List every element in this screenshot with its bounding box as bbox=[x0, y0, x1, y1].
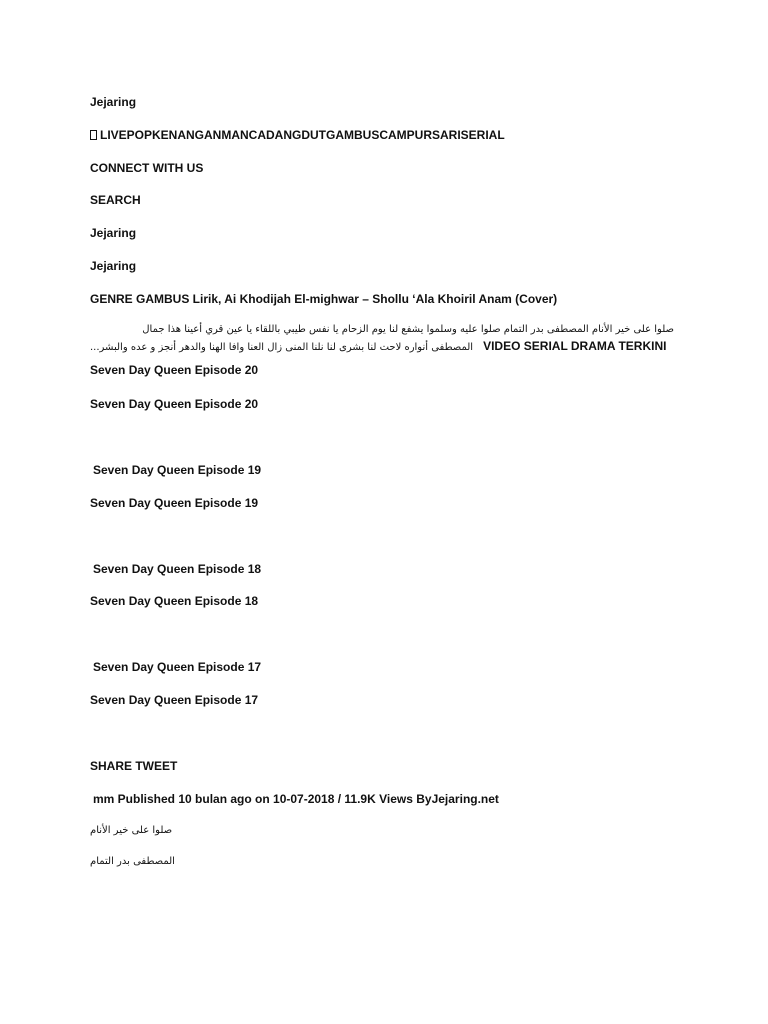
site-name[interactable]: Jejaring bbox=[90, 95, 137, 109]
connect-heading: CONNECT WITH US bbox=[90, 161, 204, 175]
video-link[interactable]: Seven Day Queen Episode 19 bbox=[90, 496, 259, 510]
article-excerpt bbox=[90, 322, 674, 356]
video-link[interactable]: Seven Day Queen Episode 20 bbox=[90, 363, 259, 377]
site-name-secondary[interactable]: Jejaring bbox=[90, 226, 137, 240]
video-link[interactable]: Seven Day Queen Episode 19 bbox=[93, 463, 262, 477]
video-link[interactable]: Seven Day Queen Episode 17 bbox=[90, 693, 259, 707]
arabic-excerpt-line-2: المصطفى أنواره لاحت لنا بشرى لنا نلنا المنى زال العنا وافا الهنا والدهر أنجز و عده والبشر... bbox=[90, 342, 474, 353]
video-link[interactable]: Seven Day Queen Episode 18 bbox=[93, 562, 262, 576]
search-label[interactable]: SEARCH bbox=[90, 193, 141, 207]
nav-menu[interactable] bbox=[90, 127, 505, 143]
article-title[interactable]: GENRE GAMBUS Lirik, Ai Khodijah El-mighwar – Shollu ‘Ala Khoiril Anam (Cover) bbox=[90, 292, 558, 306]
post-meta: mm Published 10 bulan ago on 10-07-2018 / 11.9K Views ByJejaring.net bbox=[93, 792, 499, 806]
video-link[interactable]: Seven Day Queen Episode 17 bbox=[93, 660, 262, 674]
section-label: VIDEO SERIAL DRAMA TERKINI bbox=[483, 339, 667, 353]
missing-glyph-box-icon bbox=[90, 130, 97, 140]
arabic-verse-2: المصطفى بدر التمام bbox=[90, 856, 175, 867]
arabic-excerpt-line-1: صلوا على خير الأنام المصطفى بدر التمام صلوا عليه وسلموا يشفع لنا يوم الزحام يا نفس طيبي باللقاء يا عين قري أعينا هذا جمال bbox=[142, 324, 674, 335]
video-link[interactable]: Seven Day Queen Episode 20 bbox=[90, 397, 259, 411]
arabic-verse-1: صلوا على خير الأنام bbox=[90, 825, 173, 836]
video-link[interactable]: Seven Day Queen Episode 18 bbox=[90, 594, 259, 608]
nav-menu-text[interactable]: LIVEPOPKENANGANMANCADANGDUTGAMBUSCAMPURSARISERIAL bbox=[100, 128, 505, 142]
site-name-tertiary[interactable]: Jejaring bbox=[90, 259, 137, 273]
share-tweet[interactable]: SHARE TWEET bbox=[90, 759, 178, 773]
excerpt-second-row bbox=[90, 338, 674, 356]
